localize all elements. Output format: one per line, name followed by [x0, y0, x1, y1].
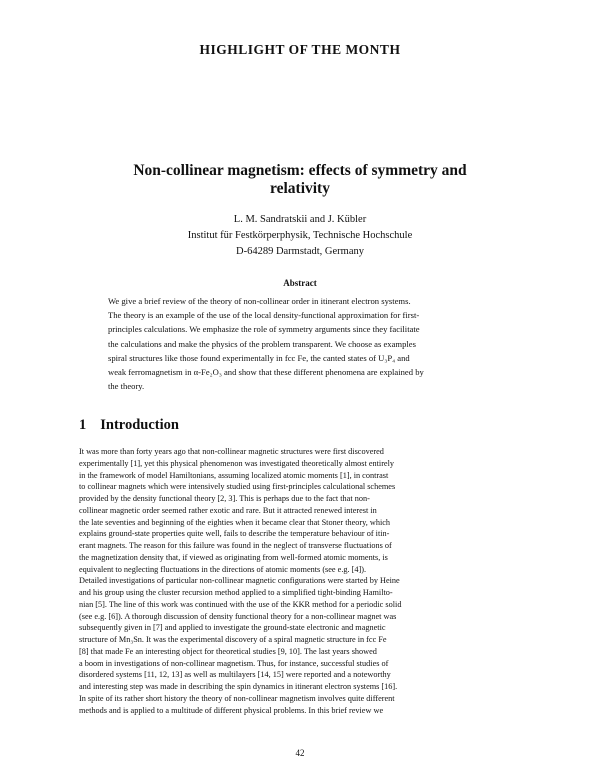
abstract-line: the calculations and make the physics of the problem transparent. We choose as examples — [108, 338, 416, 349]
paper-title — [80, 162, 520, 198]
body-line: nian [5]. The line of this work was continued with the use of the KKR method for a periodic solid — [79, 599, 402, 609]
body-line: provided by the density functional theory [2, 3]. This is perhaps due to the fact that non- — [79, 494, 370, 503]
author-block — [0, 212, 600, 260]
page-number: 42 — [295, 748, 305, 758]
body-line: in the framework of model Hamiltonians, assuming localized atomic moments [1], in contrast — [79, 470, 389, 480]
body-line: the magnetization density that, if viewed as originating from well-formed atomic moments, is — [79, 552, 388, 562]
body-line: experimentally [1], yet this physical phenomenon was investigated theoretically almost entirely — [79, 458, 395, 468]
body-line: explains ground-state properties quite well, fails to describe the temperature behaviour of itin- — [79, 529, 390, 539]
body-line: methods and is applied to a multitude of different physical problems. In this brief review we — [79, 705, 384, 715]
body-line: (see e.g. [6]). A thorough discussion of density functional theory for a non-collinear magnet was — [79, 611, 397, 621]
abstract-line: the theory. — [108, 381, 145, 392]
section-title: Introduction — [100, 417, 179, 433]
authors: L. M. Sandratskii and J. Kübler — [233, 214, 367, 225]
body-line: [8] that made Fe an interesting object for theoretical studies [9, 10]. The last years showed — [79, 646, 377, 656]
body-line: structure of Mn₃Sn. It was the experimental discovery of a spiral magnetic structure in fcc Fe — [79, 635, 387, 644]
abstract — [108, 294, 496, 393]
abstract-line: spiral structures like those found experimentally in fcc Fe, the canted states of U₃P₄ and — [108, 352, 410, 363]
body-line: In spite of its rather short history the theory of non-collinear magnetism involves quite different — [79, 693, 395, 703]
section-heading — [79, 417, 179, 434]
title-line: relativity — [270, 180, 330, 197]
body-line: subsequently given in [7] and applied to investigate the ground-state electronic and magnetic — [79, 623, 386, 633]
body-line: a boom in investigations of non-collinear magnetism. Thus, for instance, successful studies of — [79, 658, 389, 668]
body-line: to collinear magnets which were intensively studied using first-principles calculational schemes — [79, 482, 396, 492]
abstract-line: The theory is an example of the use of the local density-functional approximation for first- — [108, 310, 420, 321]
abstract-line: We give a brief review of the theory of non-collinear order in itinerant electron systems. — [108, 296, 411, 306]
abstract-line: weak ferromagnetism in α-Fe₂O₃ and show that these different phenomena are explained by — [108, 366, 424, 377]
body-text — [79, 446, 521, 716]
body-line: It was more than forty years ago that non-collinear magnetic structures were first discovered — [79, 447, 384, 456]
abstract-line: principles calculations. We emphasize the role of symmetry arguments since they facilitate — [108, 324, 420, 335]
section-number: 1 — [79, 417, 87, 433]
body-line: and interesting step was made in describing the spin dynamics in itinerant electron systems [16]. — [79, 682, 398, 691]
body-line: collinear magnetic order seemed rather exotic and rare. But it attracted renewed interest in — [79, 505, 377, 515]
address: D-64289 Darmstadt, Germany — [235, 246, 364, 257]
body-line: erant magnets. The reason for this failure was found in the neglect of transverse fluctuations of — [79, 541, 392, 550]
body-line: Detailed investigations of particular non-collinear magnetic configurations were started by Heine — [79, 576, 400, 586]
body-line: disordered systems [11, 12, 13] as well as multilayers [14, 15] were reported and a noteworthy — [79, 670, 391, 680]
abstract-heading: Abstract — [283, 278, 317, 288]
body-line: the late seventies and beginning of the eighties when it became clear that Stoner theory, which — [79, 517, 391, 527]
body-line: and his group using the cluster recursion method applied to a simplified tight-binding Hamilto- — [79, 588, 393, 597]
page-header: HIGHLIGHT OF THE MONTH — [199, 42, 401, 57]
body-line: equivalent to neglecting fluctuations in the directions of atomic moments (see e.g. [4]). — [79, 564, 367, 574]
affiliation: Institut für Festkörperphysik, Technische Hochschule — [187, 230, 413, 241]
title-line: Non-collinear magnetism: effects of symmetry and — [133, 162, 467, 179]
